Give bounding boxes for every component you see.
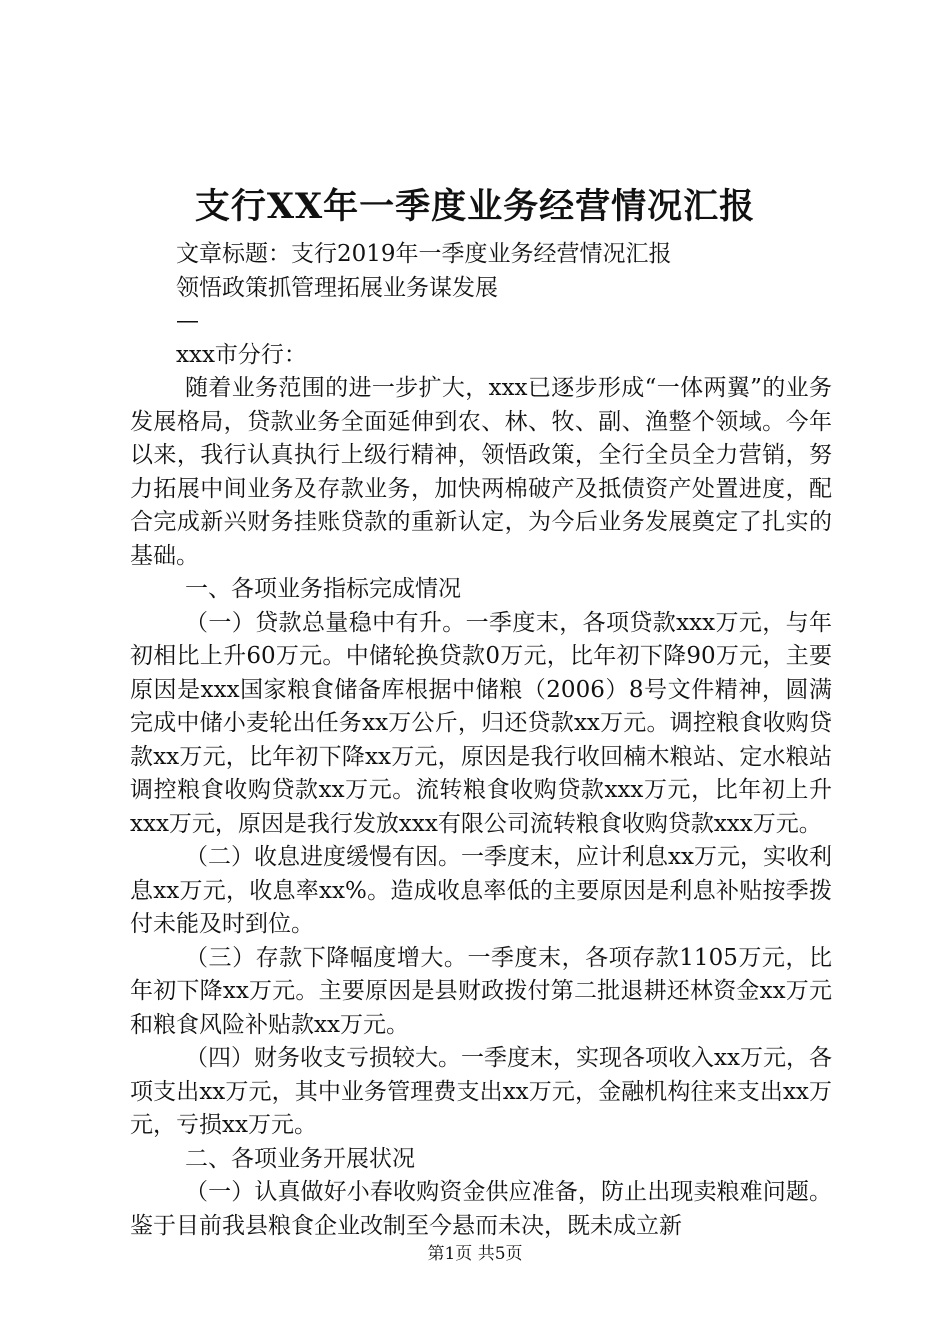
paragraph-procurement: （一）认真做好小春收购资金供应准备，防止出现卖粮难问题。鉴于目前我县粮食企业改制至今悬而未决，既未成立新	[130, 1179, 832, 1239]
paragraph-intro: 随着业务范围的进一步扩大，xxx已逐步形成“一体两翼”的业务发展格局，贷款业务全面延伸到农、林、牧、副、渔整个领域。今年以来，我行认真执行上级行精神，领悟政策，全行全员全力营销，努力拓展中间业务及存款业务，加快两棉破产及抵债资产处置进度，配合完成新兴财务挂账贷款的重新认定，为今后业务发展奠定了扎实的基础。	[130, 375, 832, 569]
paragraph-deposits: （三）存款下降幅度增大。一季度末，各项存款1105万元，比年初下降xx万元。主要原因是县财政拨付第二批退耕还林资金xx万元和粮食风险补贴款xx万元。	[130, 944, 832, 1038]
article-title-line: 文章标题：支行2019年一季度业务经营情况汇报	[176, 241, 672, 267]
document-body	[130, 238, 832, 1243]
paragraph-loans: （一）贷款总量稳中有升。一季度末，各项贷款xxx万元，与年初相比上升60万元。中储轮换贷款0万元，比年初下降90万元，主要原因是xxx国家粮食储备库根据中储粮（2006）8号文件精神，圆满完成中储小麦轮出任务xx万公斤，归还贷款xx万元。调控粮食收购贷款xx万元，比年初下降xx万元，原因是我行收回楠木粮站、定水粮站调控粮食收购贷款xx万元。流转粮食收购贷款xxx万元，比年初上升xxx万元，原因是我行发放xxx有限公司流转粮食收购贷款xxx万元。	[130, 609, 832, 837]
paragraph-interest: （二）收息进度缓慢有因。一季度末，应计利息xx万元，实收利息xx万元，收息率xx%。造成收息率低的主要原因是利息补贴按季拨付未能及时到位。	[130, 844, 832, 937]
paragraph-finance: （四）财务收支亏损较大。一季度末，实现各项收入xx万元，各项支出xx万元，其中业务管理费支出xx万元，金融机构往来支出xx万元，亏损xx万元。	[130, 1045, 832, 1138]
page-footer: 第1页 共5页	[427, 1244, 523, 1264]
theme-line: 领悟政策抓管理拓展业务谋发展	[176, 274, 498, 301]
section-heading-1: 一、各项业务指标完成情况	[185, 576, 461, 602]
section-heading-2: 二、各项业务开展状况	[185, 1145, 415, 1172]
dash-line: —	[176, 308, 199, 334]
document-title: 支行XX年一季度业务经营情况汇报	[194, 186, 756, 227]
salutation: xxx市分行：	[176, 341, 307, 368]
